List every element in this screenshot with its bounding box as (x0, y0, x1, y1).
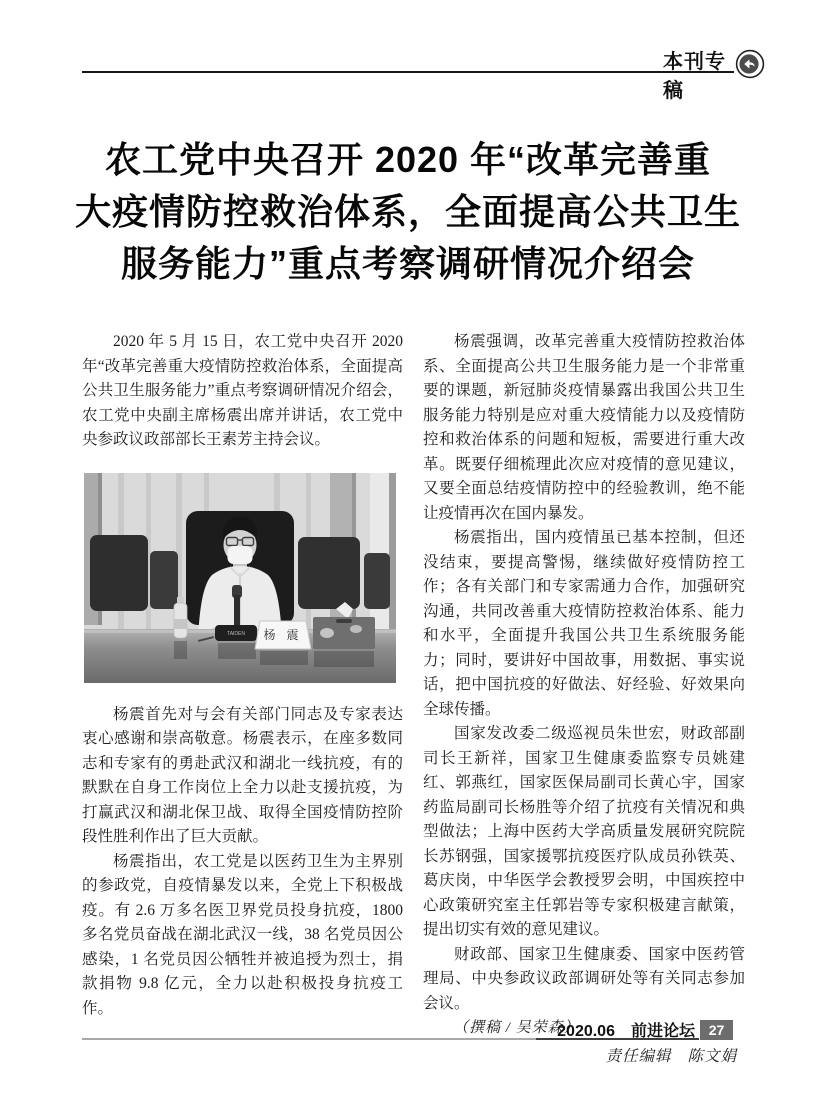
article-paragraph: 杨震强调，改革完善重大疫情防控救治体系、全面提高公共卫生服务能力是一个非常重要的课题，新冠肺炎疫情暴露出我国公共卫生服务能力特别是应对重大疫情能力以及疫情防控和救治体系的问题和短板，需要进行重大改革。既要仔细梳理此次应对疫情的意见建议，又要全面总结疫情防控中的经验教训，绝不能让疫情再次在国内暴发。 (423, 333, 745, 522)
article-title-line-1: 农工党中央召开 2020 年“改革完善重 (104, 139, 712, 180)
article-paragraph: 杨震首先对与会有关部门同志及专家表达衷心感谢和崇高敬意。杨震表示，在座多数同志和专家有的勇赴武汉和湖北一线抗疫，有的默默在自身工作岗位上全力以赴支援抗疫，为打赢武汉和湖北保卫战、取得全国疫情防控阶段性胜利作出了巨大贡献。 (82, 705, 403, 845)
circle-back-arrow-icon (735, 49, 765, 79)
footer-journal-line (423, 1018, 695, 1041)
editor-credit (423, 1045, 745, 1070)
section-label: 本刊专稿 (663, 51, 726, 102)
editor-label: 责任编辑 (605, 1047, 672, 1065)
nameplate-text: 杨 震 (263, 627, 303, 642)
left-column (82, 330, 403, 1021)
article-paragraph: 财政部、国家卫生健康委、国家中医药管理局、中央参政议政部调研处等有关同志参加会议。 (423, 945, 745, 1012)
article-title-line-2: 大疫情防控救治体系，全面提高公共卫生 (74, 191, 741, 232)
right-column (423, 330, 745, 1069)
article-paragraph: 杨震指出，国内疫情虽已基本控制，但还没结束，要提高警惕，继续做好疫情防控工作；各有关部门和专家需通力合作，加强研究沟通，共同改善重大疫情防控救治体系、能力和水平，全面提升我国公共卫生系统服务能力；同时，要讲好中国故事，用数据、事实说话，把中国抗疫的好做法、好经验、好效果向全球传播。 (423, 529, 745, 718)
article-paragraph: 2020 年 5 月 15 日，农工党中央召开 2020 年“改革完善重大疫情防控救治体系，全面提高公共卫生服务能力”重点考察调研情况介绍会，农工党中央副主席杨震出席并讲话，农工党中央参政议政部部长王素芳主持会议。 (82, 333, 403, 448)
meeting-photo (84, 473, 396, 683)
header-rule (82, 71, 734, 73)
article-title (58, 134, 758, 290)
editor-name: 陈文娟 (687, 1047, 737, 1065)
page-number-badge: 27 (700, 1020, 733, 1040)
footer-issue: 2020.06 (557, 1023, 615, 1040)
footer-journal-title: 前进论坛 (630, 1023, 695, 1040)
article-paragraph: 国家发改委二级巡视员朱世宏，财政部副司长王新祥，国家卫生健康委监察专员姚建红、郭燕红，国家医保局副司长黄心宇，国家药监局副司长杨胜等介绍了抗疫有关情况和典型做法；上海中医药大学高质量发展研究院院长苏钢强，国家援鄂抗疫医疗队成员孙铁英、葛庆岗，中华医学会教授罗会明，中国疾控中心政策研究室主任郭岩等专家积极建言献策，提出切实有效的意见建议。 (423, 725, 745, 938)
microphone-brand-text: TAIDEN (227, 630, 245, 637)
article-paragraph: 杨震指出，农工党是以医药卫生为主界别的参政党，自疫情暴发以来，全党上下积极战疫。有 2.6 万多名医卫界党员投身抗疫，1800 多名党员奋战在湖北武汉一线，38 名党员因公感染，1 名党员因公牺牲并被追授为烈士，捐款捐物 9.8 亿元，全力以赴积极投身抗疫工作。 (82, 852, 403, 1017)
article-title-line-3: 服务能力”重点考察调研情况介绍会 (120, 243, 695, 284)
byline: （撰稿 / 吴荣森） (453, 1020, 580, 1036)
